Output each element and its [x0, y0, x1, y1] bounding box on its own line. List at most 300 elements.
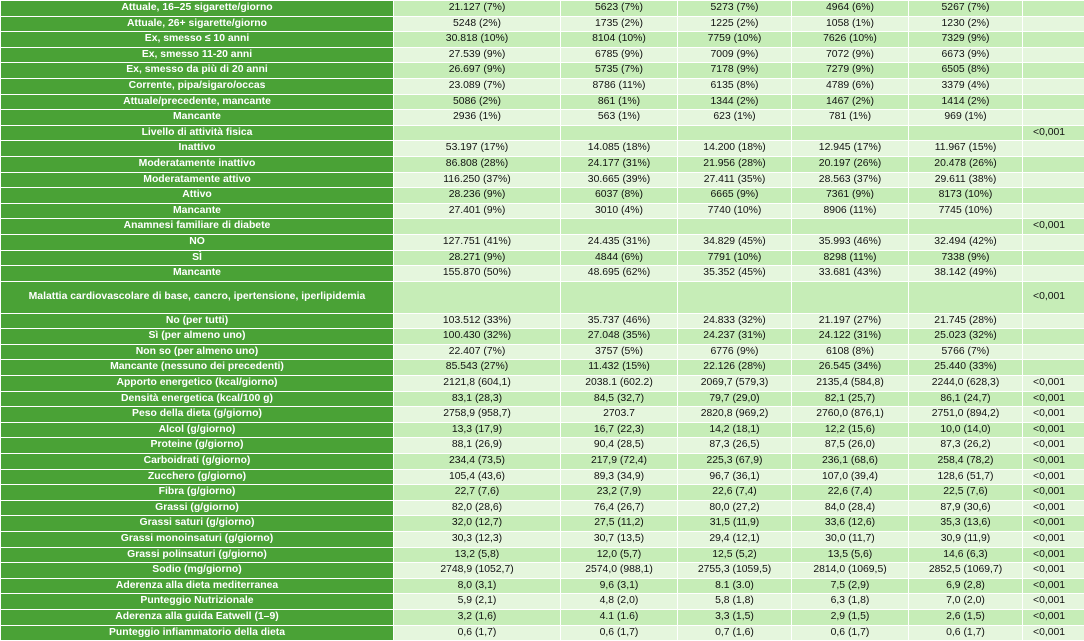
value-cell: 7626 (10%) [792, 32, 909, 48]
p-value-cell [1023, 329, 1084, 345]
value-cell: 8104 (10%) [561, 32, 678, 48]
value-cell: 5766 (7%) [909, 344, 1023, 360]
value-cell: 4964 (6%) [792, 1, 909, 17]
value-cell: 0,7 (1,6) [678, 625, 792, 641]
row-label: Aderenza alla guida Eatwell (1–9) [1, 609, 394, 625]
value-cell: 217,9 (72,4) [561, 454, 678, 470]
row-label: Apporto energetico (kcal/giorno) [1, 376, 394, 392]
value-cell: 8298 (11%) [792, 250, 909, 266]
value-cell: 33.681 (43%) [792, 266, 909, 282]
value-cell: 10,0 (14,0) [909, 422, 1023, 438]
row-label: Anamnesi familiare di diabete [1, 219, 394, 235]
p-value-cell [1023, 16, 1084, 32]
value-cell: 7,0 (2,0) [909, 594, 1023, 610]
p-value-cell: <0,001 [1023, 547, 1084, 563]
p-value-cell [1023, 344, 1084, 360]
value-cell: 22.407 (7%) [394, 344, 561, 360]
value-cell: 28.563 (37%) [792, 172, 909, 188]
value-cell: 22,5 (7,6) [909, 485, 1023, 501]
value-cell: 3,2 (1,6) [394, 609, 561, 625]
value-cell: 2038.1 (602.2) [561, 376, 678, 392]
p-value-cell [1023, 188, 1084, 204]
row-label: Densità energetica (kcal/100 g) [1, 391, 394, 407]
value-cell: 12,5 (5,2) [678, 547, 792, 563]
table-row [1, 609, 1084, 625]
value-cell: 4.1 (1.6) [561, 609, 678, 625]
table-row [1, 625, 1084, 641]
value-cell: 7791 (10%) [678, 250, 792, 266]
value-cell: 87,5 (26,0) [792, 438, 909, 454]
table-row [1, 578, 1084, 594]
value-cell: 4,8 (2,0) [561, 594, 678, 610]
value-cell: 20.478 (26%) [909, 156, 1023, 172]
value-cell: 24.177 (31%) [561, 156, 678, 172]
value-cell: 781 (1%) [792, 110, 909, 126]
value-cell: 35.737 (46%) [561, 313, 678, 329]
value-cell: 86.808 (28%) [394, 156, 561, 172]
p-value-cell: <0,001 [1023, 578, 1084, 594]
value-cell: 969 (1%) [909, 110, 1023, 126]
table-row [1, 219, 1084, 235]
value-cell: 7740 (10%) [678, 203, 792, 219]
value-cell: 5,8 (1,8) [678, 594, 792, 610]
table-row [1, 547, 1084, 563]
value-cell: 2820,8 (969,2) [678, 407, 792, 423]
value-cell: 1058 (1%) [792, 16, 909, 32]
value-cell [561, 219, 678, 235]
value-cell: 2244,0 (628,3) [909, 376, 1023, 392]
value-cell [678, 125, 792, 141]
value-cell: 2,6 (1,5) [909, 609, 1023, 625]
value-cell: 3010 (4%) [561, 203, 678, 219]
p-value-cell: <0,001 [1023, 609, 1084, 625]
row-label: Ex, smesso 11-20 anni [1, 47, 394, 63]
value-cell: 83,1 (28,3) [394, 391, 561, 407]
p-value-cell: <0,001 [1023, 125, 1084, 141]
value-cell: 14,6 (6,3) [909, 547, 1023, 563]
value-cell: 2760,0 (876,1) [792, 407, 909, 423]
value-cell: 53.197 (17%) [394, 141, 561, 157]
row-label: Grassi saturi (g/giorno) [1, 516, 394, 532]
row-label: Corrente, pipa/sigaro/occas [1, 78, 394, 94]
value-cell [678, 281, 792, 313]
table-row [1, 63, 1084, 79]
value-cell: 28.271 (9%) [394, 250, 561, 266]
value-cell: 30,3 (12,3) [394, 532, 561, 548]
value-cell: 21.956 (28%) [678, 156, 792, 172]
p-value-cell [1023, 234, 1084, 250]
value-cell: 11.432 (15%) [561, 360, 678, 376]
value-cell: 90,4 (28,5) [561, 438, 678, 454]
value-cell: 26.545 (34%) [792, 360, 909, 376]
p-value-cell: <0,001 [1023, 219, 1084, 235]
table-row [1, 360, 1084, 376]
value-cell [792, 125, 909, 141]
value-cell: 31,5 (11,9) [678, 516, 792, 532]
value-cell: 1230 (2%) [909, 16, 1023, 32]
value-cell: 32,0 (12,7) [394, 516, 561, 532]
p-value-cell [1023, 156, 1084, 172]
table-row [1, 500, 1084, 516]
row-label: Moderatamente attivo [1, 172, 394, 188]
table-row [1, 376, 1084, 392]
value-cell: 87,9 (30,6) [909, 500, 1023, 516]
value-cell: 23,2 (7,9) [561, 485, 678, 501]
table-row [1, 266, 1084, 282]
p-value-cell: <0,001 [1023, 500, 1084, 516]
value-cell: 107,0 (39,4) [792, 469, 909, 485]
value-cell: 0,6 (1,7) [792, 625, 909, 641]
value-cell: 35,3 (13,6) [909, 516, 1023, 532]
value-cell: 24.833 (32%) [678, 313, 792, 329]
value-cell: 23.089 (7%) [394, 78, 561, 94]
value-cell: 258,4 (78,2) [909, 454, 1023, 470]
value-cell [394, 219, 561, 235]
value-cell: 87,3 (26,5) [678, 438, 792, 454]
table-row [1, 469, 1084, 485]
p-value-cell [1023, 63, 1084, 79]
value-cell: 30,7 (13,5) [561, 532, 678, 548]
value-cell: 24.122 (31%) [792, 329, 909, 345]
row-label: Attuale, 26+ sigarette/giorno [1, 16, 394, 32]
table-row [1, 485, 1084, 501]
value-cell: 30,9 (11,9) [909, 532, 1023, 548]
row-label: Grassi polinsaturi (g/giorno) [1, 547, 394, 563]
value-cell: 1414 (2%) [909, 94, 1023, 110]
value-cell: 100.430 (32%) [394, 329, 561, 345]
value-cell: 7,5 (2,9) [792, 578, 909, 594]
table-row [1, 172, 1084, 188]
value-cell: 2135,4 (584,8) [792, 376, 909, 392]
value-cell: 5273 (7%) [678, 1, 792, 17]
value-cell: 623 (1%) [678, 110, 792, 126]
table-row [1, 156, 1084, 172]
value-cell: 14,2 (18,1) [678, 422, 792, 438]
value-cell: 5735 (7%) [561, 63, 678, 79]
row-label: Proteine (g/giorno) [1, 438, 394, 454]
p-value-cell: <0,001 [1023, 407, 1084, 423]
p-value-cell [1023, 266, 1084, 282]
table-row [1, 329, 1084, 345]
value-cell: 2121,8 (604,1) [394, 376, 561, 392]
p-value-cell [1023, 141, 1084, 157]
value-cell [909, 281, 1023, 313]
value-cell: 82,1 (25,7) [792, 391, 909, 407]
value-cell: 30.665 (39%) [561, 172, 678, 188]
value-cell: 2758,9 (958,7) [394, 407, 561, 423]
value-cell: 35.352 (45%) [678, 266, 792, 282]
p-value-cell: <0,001 [1023, 532, 1084, 548]
table-row [1, 32, 1084, 48]
value-cell: 35.993 (46%) [792, 234, 909, 250]
value-cell: 6135 (8%) [678, 78, 792, 94]
value-cell: 6108 (8%) [792, 344, 909, 360]
value-cell: 2,9 (1,5) [792, 609, 909, 625]
p-value-cell: <0,001 [1023, 438, 1084, 454]
value-cell: 3379 (4%) [909, 78, 1023, 94]
table-row [1, 516, 1084, 532]
row-label: Mancante [1, 110, 394, 126]
value-cell: 7329 (9%) [909, 32, 1023, 48]
value-cell: 84,5 (32,7) [561, 391, 678, 407]
row-label: SÌ [1, 250, 394, 266]
value-cell: 1735 (2%) [561, 16, 678, 32]
value-cell: 27,5 (11,2) [561, 516, 678, 532]
value-cell: 2703.7 [561, 407, 678, 423]
value-cell: 21.197 (27%) [792, 313, 909, 329]
value-cell: 12,2 (15,6) [792, 422, 909, 438]
row-label: Mancante [1, 203, 394, 219]
value-cell: 22,6 (7,4) [792, 485, 909, 501]
row-label: Punteggio infiammatorio della dieta [1, 625, 394, 641]
value-cell: 2814,0 (1069,5) [792, 563, 909, 579]
row-label: Ex, smesso ≤ 10 anni [1, 32, 394, 48]
p-value-cell [1023, 250, 1084, 266]
value-cell: 27.411 (35%) [678, 172, 792, 188]
value-cell: 34.829 (45%) [678, 234, 792, 250]
value-cell: 7361 (9%) [792, 188, 909, 204]
p-value-cell [1023, 313, 1084, 329]
value-cell: 8,0 (3,1) [394, 578, 561, 594]
value-cell: 82,0 (28,6) [394, 500, 561, 516]
row-label: Sodio (mg/giorno) [1, 563, 394, 579]
value-cell: 25.440 (33%) [909, 360, 1023, 376]
value-cell: 861 (1%) [561, 94, 678, 110]
p-value-cell: <0,001 [1023, 391, 1084, 407]
value-cell: 6665 (9%) [678, 188, 792, 204]
row-label: Livello di attività fisica [1, 125, 394, 141]
row-label: NO [1, 234, 394, 250]
row-label: Zucchero (g/giorno) [1, 469, 394, 485]
value-cell: 0,6 (1,7) [561, 625, 678, 641]
value-cell: 0,6 (1,7) [909, 625, 1023, 641]
table-row [1, 281, 1084, 313]
value-cell: 12,0 (5,7) [561, 547, 678, 563]
table-row [1, 344, 1084, 360]
value-cell: 12.945 (17%) [792, 141, 909, 157]
value-cell: 29,4 (12,1) [678, 532, 792, 548]
p-value-cell: <0,001 [1023, 594, 1084, 610]
value-cell: 38.142 (49%) [909, 266, 1023, 282]
row-label: Peso della dieta (g/giorno) [1, 407, 394, 423]
value-cell: 7178 (9%) [678, 63, 792, 79]
table-row [1, 234, 1084, 250]
value-cell: 80,0 (27,2) [678, 500, 792, 516]
value-cell [909, 219, 1023, 235]
p-value-cell [1023, 78, 1084, 94]
row-label: Moderatamente inattivo [1, 156, 394, 172]
value-cell: 33,6 (12,6) [792, 516, 909, 532]
value-cell: 22,7 (7,6) [394, 485, 561, 501]
value-cell: 5267 (7%) [909, 1, 1023, 17]
value-cell: 88,1 (26,9) [394, 438, 561, 454]
table-row [1, 141, 1084, 157]
value-cell: 0,6 (1,7) [394, 625, 561, 641]
p-value-cell: <0,001 [1023, 516, 1084, 532]
value-cell: 3,3 (1,5) [678, 609, 792, 625]
value-cell: 3757 (5%) [561, 344, 678, 360]
p-value-cell [1023, 32, 1084, 48]
value-cell: 27.401 (9%) [394, 203, 561, 219]
row-label: Sì (per almeno uno) [1, 329, 394, 345]
row-label: Fibra (g/giorno) [1, 485, 394, 501]
value-cell: 84,0 (28,4) [792, 500, 909, 516]
value-cell: 22,6 (7,4) [678, 485, 792, 501]
value-cell [561, 125, 678, 141]
value-cell: 1225 (2%) [678, 16, 792, 32]
table-row [1, 407, 1084, 423]
value-cell: 6037 (8%) [561, 188, 678, 204]
p-value-cell: <0,001 [1023, 422, 1084, 438]
p-value-cell: <0,001 [1023, 563, 1084, 579]
value-cell [394, 125, 561, 141]
p-value-cell: <0,001 [1023, 281, 1084, 313]
value-cell: 20.197 (26%) [792, 156, 909, 172]
value-cell: 30,0 (11,7) [792, 532, 909, 548]
row-label: Attuale, 16–25 sigarette/giorno [1, 1, 394, 17]
value-cell [792, 281, 909, 313]
table-row [1, 313, 1084, 329]
value-cell: 13,5 (5,6) [792, 547, 909, 563]
value-cell: 6,3 (1,8) [792, 594, 909, 610]
value-cell [792, 219, 909, 235]
value-cell: 103.512 (33%) [394, 313, 561, 329]
value-cell: 27.048 (35%) [561, 329, 678, 345]
value-cell: 89,3 (34,9) [561, 469, 678, 485]
value-cell: 76,4 (26,7) [561, 500, 678, 516]
row-label: Mancante (nessuno dei precedenti) [1, 360, 394, 376]
value-cell: 116.250 (37%) [394, 172, 561, 188]
table-row [1, 391, 1084, 407]
value-cell: 5248 (2%) [394, 16, 561, 32]
value-cell: 28.236 (9%) [394, 188, 561, 204]
value-cell: 4844 (6%) [561, 250, 678, 266]
row-label: Attuale/precedente, mancante [1, 94, 394, 110]
value-cell: 24.435 (31%) [561, 234, 678, 250]
value-cell: 2936 (1%) [394, 110, 561, 126]
value-cell: 5623 (7%) [561, 1, 678, 17]
value-cell: 85.543 (27%) [394, 360, 561, 376]
table-body [1, 1, 1084, 641]
value-cell: 26.697 (9%) [394, 63, 561, 79]
value-cell: 13,2 (5,8) [394, 547, 561, 563]
value-cell: 11.967 (15%) [909, 141, 1023, 157]
table-row [1, 594, 1084, 610]
value-cell: 7279 (9%) [792, 63, 909, 79]
value-cell: 2755,3 (1059,5) [678, 563, 792, 579]
value-cell: 7745 (10%) [909, 203, 1023, 219]
row-label: Aderenza alla dieta mediterranea [1, 578, 394, 594]
value-cell: 2748,9 (1052,7) [394, 563, 561, 579]
value-cell: 21.127 (7%) [394, 1, 561, 17]
p-value-cell: <0,001 [1023, 625, 1084, 641]
value-cell: 2751,0 (894,2) [909, 407, 1023, 423]
value-cell: 79,7 (29,0) [678, 391, 792, 407]
row-label: Alcol (g/giorno) [1, 422, 394, 438]
value-cell: 6776 (9%) [678, 344, 792, 360]
value-cell: 2852,5 (1069,7) [909, 563, 1023, 579]
row-label: Grassi (g/giorno) [1, 500, 394, 516]
value-cell: 2574,0 (988,1) [561, 563, 678, 579]
table-row [1, 1, 1084, 17]
table-row [1, 188, 1084, 204]
table-row [1, 110, 1084, 126]
p-value-cell [1023, 360, 1084, 376]
row-label: Punteggio Nutrizionale [1, 594, 394, 610]
table-row [1, 438, 1084, 454]
value-cell: 14.085 (18%) [561, 141, 678, 157]
p-value-cell [1023, 172, 1084, 188]
value-cell: 105,4 (43,6) [394, 469, 561, 485]
table-row [1, 532, 1084, 548]
value-cell [394, 281, 561, 313]
row-label: Attivo [1, 188, 394, 204]
value-cell [561, 281, 678, 313]
table-row [1, 563, 1084, 579]
value-cell: 5086 (2%) [394, 94, 561, 110]
row-label: Ex, smesso da più di 20 anni [1, 63, 394, 79]
table-row [1, 78, 1084, 94]
value-cell: 48.695 (62%) [561, 266, 678, 282]
value-cell: 8786 (11%) [561, 78, 678, 94]
value-cell: 4789 (6%) [792, 78, 909, 94]
value-cell: 16,7 (22,3) [561, 422, 678, 438]
value-cell: 127.751 (41%) [394, 234, 561, 250]
value-cell: 30.818 (10%) [394, 32, 561, 48]
value-cell: 5,9 (2,1) [394, 594, 561, 610]
value-cell: 8.1 (3.0) [678, 578, 792, 594]
table-row [1, 125, 1084, 141]
row-label: Malattia cardiovascolare di base, cancro, ipertensione, iperlipidemia [1, 281, 394, 313]
p-value-cell: <0,001 [1023, 485, 1084, 501]
row-label: Inattivo [1, 141, 394, 157]
table-row [1, 454, 1084, 470]
value-cell: 6673 (9%) [909, 47, 1023, 63]
value-cell: 22.126 (28%) [678, 360, 792, 376]
value-cell: 29.611 (38%) [909, 172, 1023, 188]
value-cell: 236,1 (68,6) [792, 454, 909, 470]
value-cell: 96,7 (36,1) [678, 469, 792, 485]
p-value-cell [1023, 110, 1084, 126]
table-row [1, 203, 1084, 219]
value-cell: 155.870 (50%) [394, 266, 561, 282]
table-row [1, 94, 1084, 110]
value-cell: 27.539 (9%) [394, 47, 561, 63]
value-cell: 1467 (2%) [792, 94, 909, 110]
row-label: Carboidrati (g/giorno) [1, 454, 394, 470]
value-cell: 13,3 (17,9) [394, 422, 561, 438]
value-cell [678, 219, 792, 235]
value-cell: 8906 (11%) [792, 203, 909, 219]
table-row [1, 422, 1084, 438]
p-value-cell [1023, 47, 1084, 63]
table-row [1, 250, 1084, 266]
value-cell: 6,9 (2,8) [909, 578, 1023, 594]
table-row [1, 16, 1084, 32]
table-row [1, 47, 1084, 63]
value-cell: 21.745 (28%) [909, 313, 1023, 329]
value-cell: 9,6 (3,1) [561, 578, 678, 594]
value-cell: 25.023 (32%) [909, 329, 1023, 345]
value-cell: 7009 (9%) [678, 47, 792, 63]
value-cell: 7338 (9%) [909, 250, 1023, 266]
value-cell: 563 (1%) [561, 110, 678, 126]
value-cell: 1344 (2%) [678, 94, 792, 110]
value-cell: 32.494 (42%) [909, 234, 1023, 250]
value-cell [909, 125, 1023, 141]
value-cell: 128,6 (51,7) [909, 469, 1023, 485]
value-cell: 6785 (9%) [561, 47, 678, 63]
